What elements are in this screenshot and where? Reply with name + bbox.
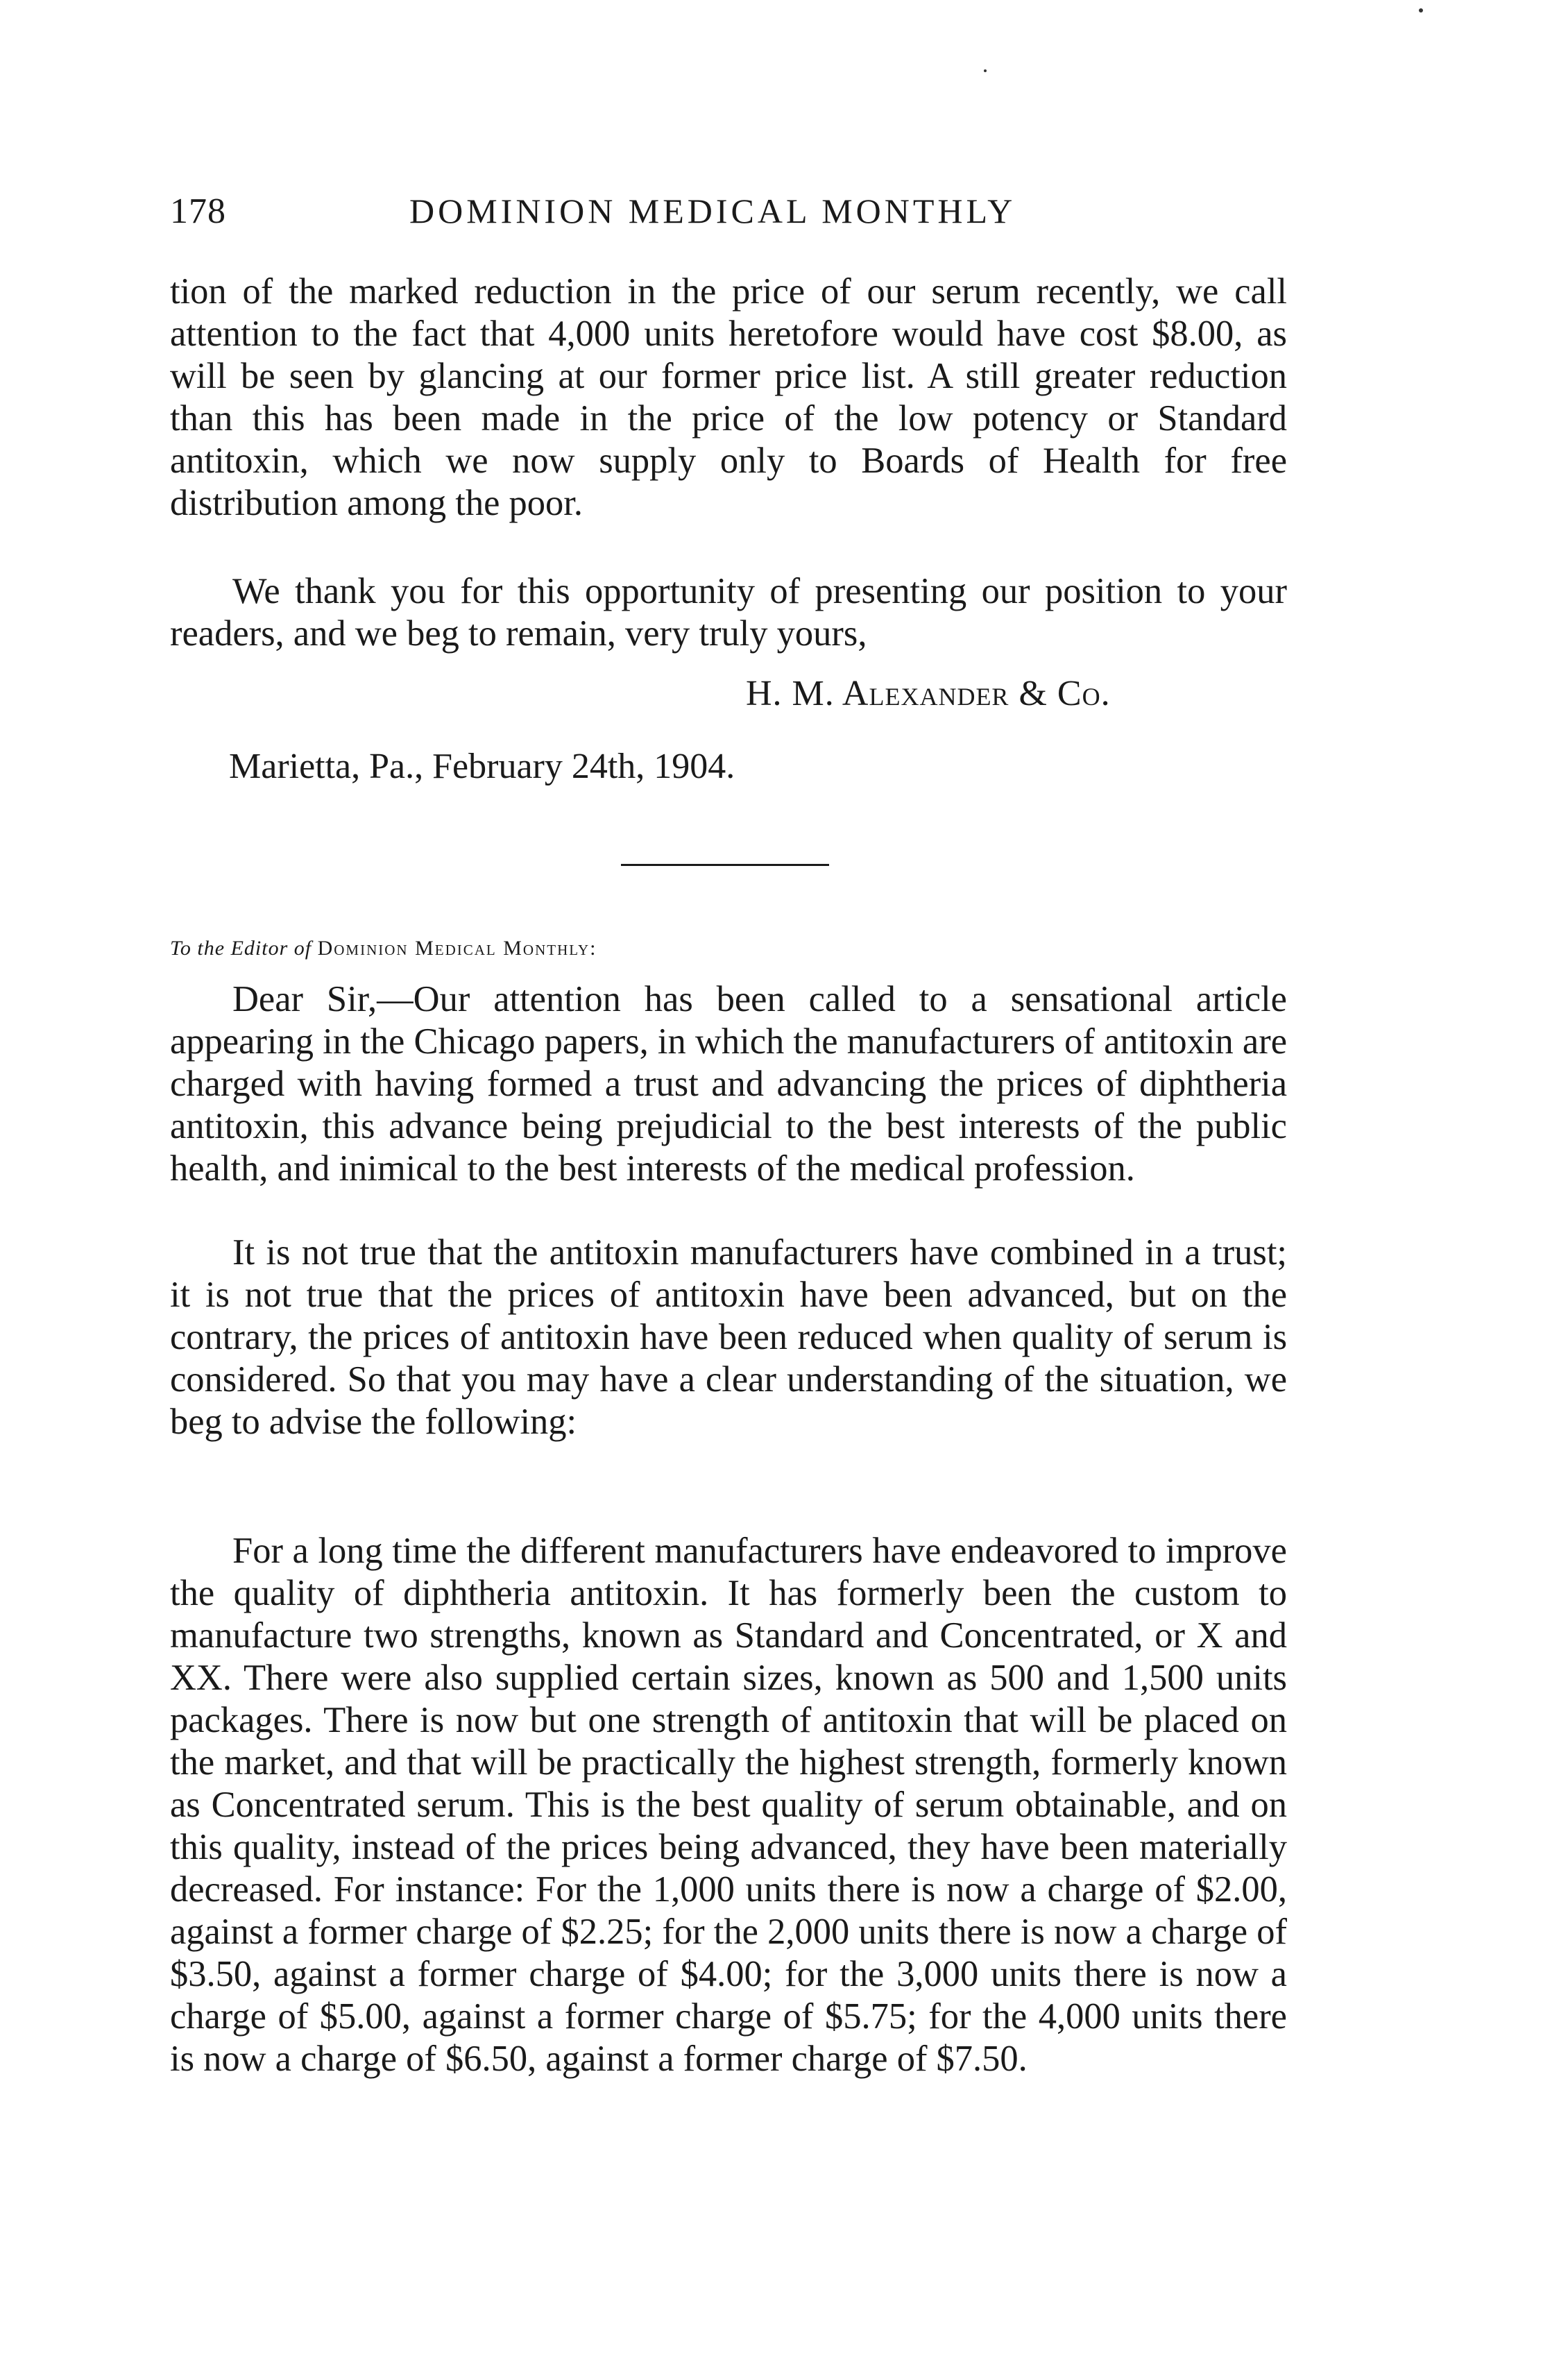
address-journal: Dominion Medical Monthly:: [317, 937, 597, 960]
letter-paragraph-text: Dear Sir,—Our attention has been called to a sensational article appearing in the Chicago papers, in which the manufacturers of antitoxin are charged with having formed a trust and advancing the prices of diphtheria antitoxin, this advance being prejudicial to the best interests of the public health, and inimical to the best interests of the medical profession.: [170, 979, 1287, 1189]
closing-paragraph: We thank you for this opportunity of presenting our position to your readers, and we beg to remain, very truly yours,: [170, 571, 1287, 654]
letter-paragraph: [170, 978, 1287, 1190]
address-prefix: To the Editor of: [170, 937, 312, 960]
letter-paragraph-text: For a long time the different manufacturers have endeavored to improve the quality of diphtheria antitoxin. It has formerly been the custom to manufacture two strengths, known as Standard and Concentrated, or X and XX. There were also supplied certain sizes, known as 500 and 1,500 units packages. There is now but one strength of antitoxin that will be placed on the market, and that will be practically the highest strength, formerly known as Concentrated serum. This is the best quality of serum obtainable, and on this quality, instead of the prices being advanced, they have been materially decreased. For instance: For the 1,000 units there is now a charge of $2.00, against a former charge of $2.25; for the 2,000 units there is now a charge of $3.50, against a former charge of $4.00; for the 3,000 units there is now a charge of $5.00, against a former charge of $5.75; for the 4,000 units there is now a charge of $6.50, against a former charge of $7.50.: [170, 1531, 1287, 2079]
letter-address-line: [170, 937, 597, 960]
running-title: DOMINION MEDICAL MONTHLY: [409, 192, 1016, 230]
paper-speck: [984, 69, 987, 72]
signature-text: H. M. Alexander & Co.: [746, 674, 1111, 713]
dateline: Marietta, Pa., February 24th, 1904.: [229, 747, 735, 786]
signature: [746, 673, 1111, 714]
letter-paragraph-text: It is not true that the antitoxin manufacturers have combined in a trust; it is not true that the prices of antitoxin have been advanced, but on the contrary, the prices of antitoxin have been reduced when quality of serum is considered. So that you may have a clear understanding of the situation, we beg to advise the following:: [170, 1232, 1287, 1442]
letter-paragraph: [170, 1530, 1287, 2080]
letter-paragraph: [170, 1232, 1287, 1443]
page-number: 178: [170, 192, 226, 231]
section-divider: [621, 864, 829, 866]
page-header: [170, 191, 1280, 246]
continued-paragraph: tion of the marked reduction in the price of our serum recently, we call attention to the fact that 4,000 units heretofore would have cost $8.00, as will be seen by glancing at our former price list. A still greater reduction than this has been made in the price of the low potency or Standard antitoxin, which we now supply only to Boards of Health for free distribution among the poor.: [170, 271, 1287, 523]
paper-speck: [1419, 8, 1423, 12]
